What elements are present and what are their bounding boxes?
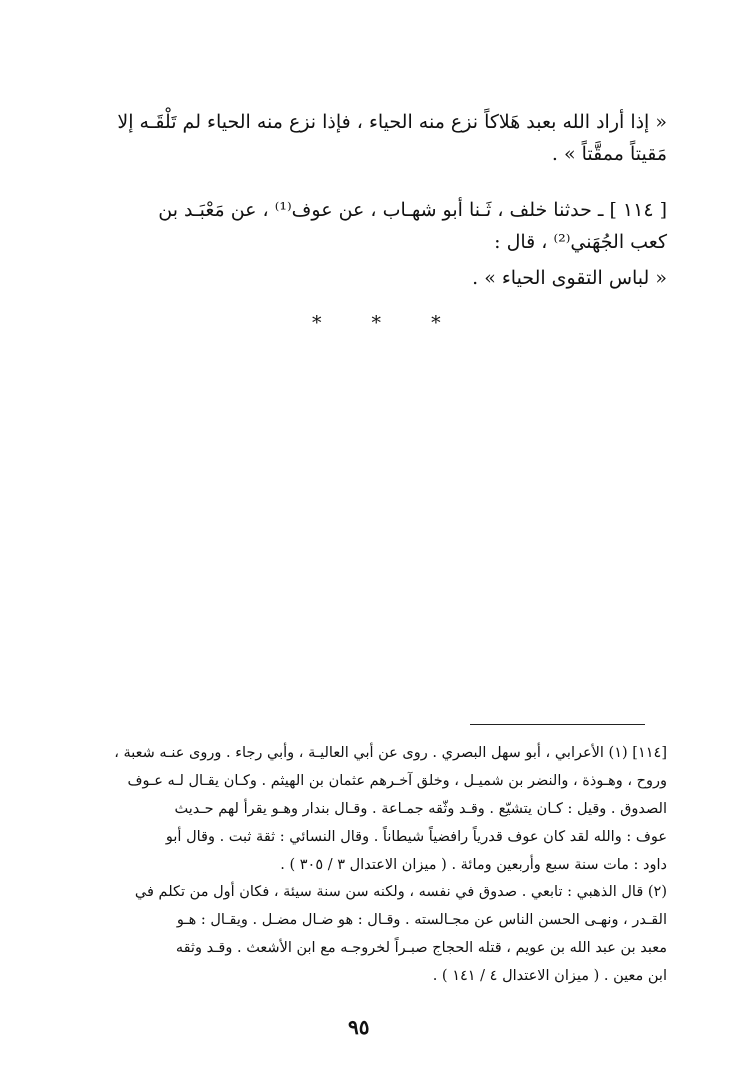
footnote-2-line-2: القـدر ، ونهـى الحسن الناس عن مجـالسته . وقـال : هو ضـال مضـل . ويقـال : هـو [176, 912, 667, 928]
footnote-1-line-5: داود : مات سنة سبع وأربعين ومائة . ( ميزان الاعتدال ٣ / ٣٠٥ ) . [280, 857, 667, 873]
hadith-114-line-3: « لباس التقوى الحياء » . [472, 267, 667, 289]
footnote-1-line-1: [١١٤] (١) الأعرابي ، أبو سهل البصري . روى عن أبي العاليـة ، وأبي رجاء . وروى عنـه شعبة ، [114, 745, 667, 761]
hadith-114-line-1: [ ١١٤ ] ـ حدثنا خلف ، ثَـنا أبو شهـاب ، عن عوف⁽¹⁾ ، عن مَعْبَـد بن [158, 199, 667, 221]
hadith-113-line-2: مَقيتاً ممقَّتاً » . [551, 143, 667, 165]
hadith-114-line-2: كعب الجُهَني⁽²⁾ ، قال : [494, 231, 667, 253]
footnote-2-line-1: (٢) قال الذهبي : تابعي . صدوق في نفسه ، ولكنه سن سنة سيئة ، فكان أول من تكلم في [134, 884, 667, 900]
footnote-1-line-4: عوف : والله لقد كان عوف قدرياً رافضياً شيطاناً . وقال النسائي : ثقة ثبت . وقال أبو [165, 829, 667, 845]
footnote-1-line-2: وروح ، وهـوذة ، والنضر بن شميـل ، وخلق آخـرهم عثمان بن الهيثم . وكـان يقـال لـه عـوف [127, 773, 667, 789]
footnote-2-line-4: ابن معين . ( ميزان الاعتدال ٤ / ١٤١ ) . [432, 968, 667, 984]
footnote-divider [470, 724, 645, 725]
page-number: ٩٥ [348, 1015, 370, 1039]
section-separator: * * * [312, 312, 463, 334]
footnote-1-line-3: الصدوق . وقيل : كـان يتشيّع . وقـد وثّقه جمـاعة . وقـال بندار وهـو يقرأ لهم حـديث [174, 801, 667, 817]
hadith-113-line-1: « إذا أراد الله بعبد هَلاكاً نزع منه الحياء ، فإذا نزع منه الحياء لم تَلْقَـه إلا [117, 111, 667, 133]
footnote-2-line-3: معبد بن عبد الله بن عويم ، قتله الحجاج صبـراً لخروجـه مع ابن الأشعث . وقـد وثقه [175, 940, 667, 956]
